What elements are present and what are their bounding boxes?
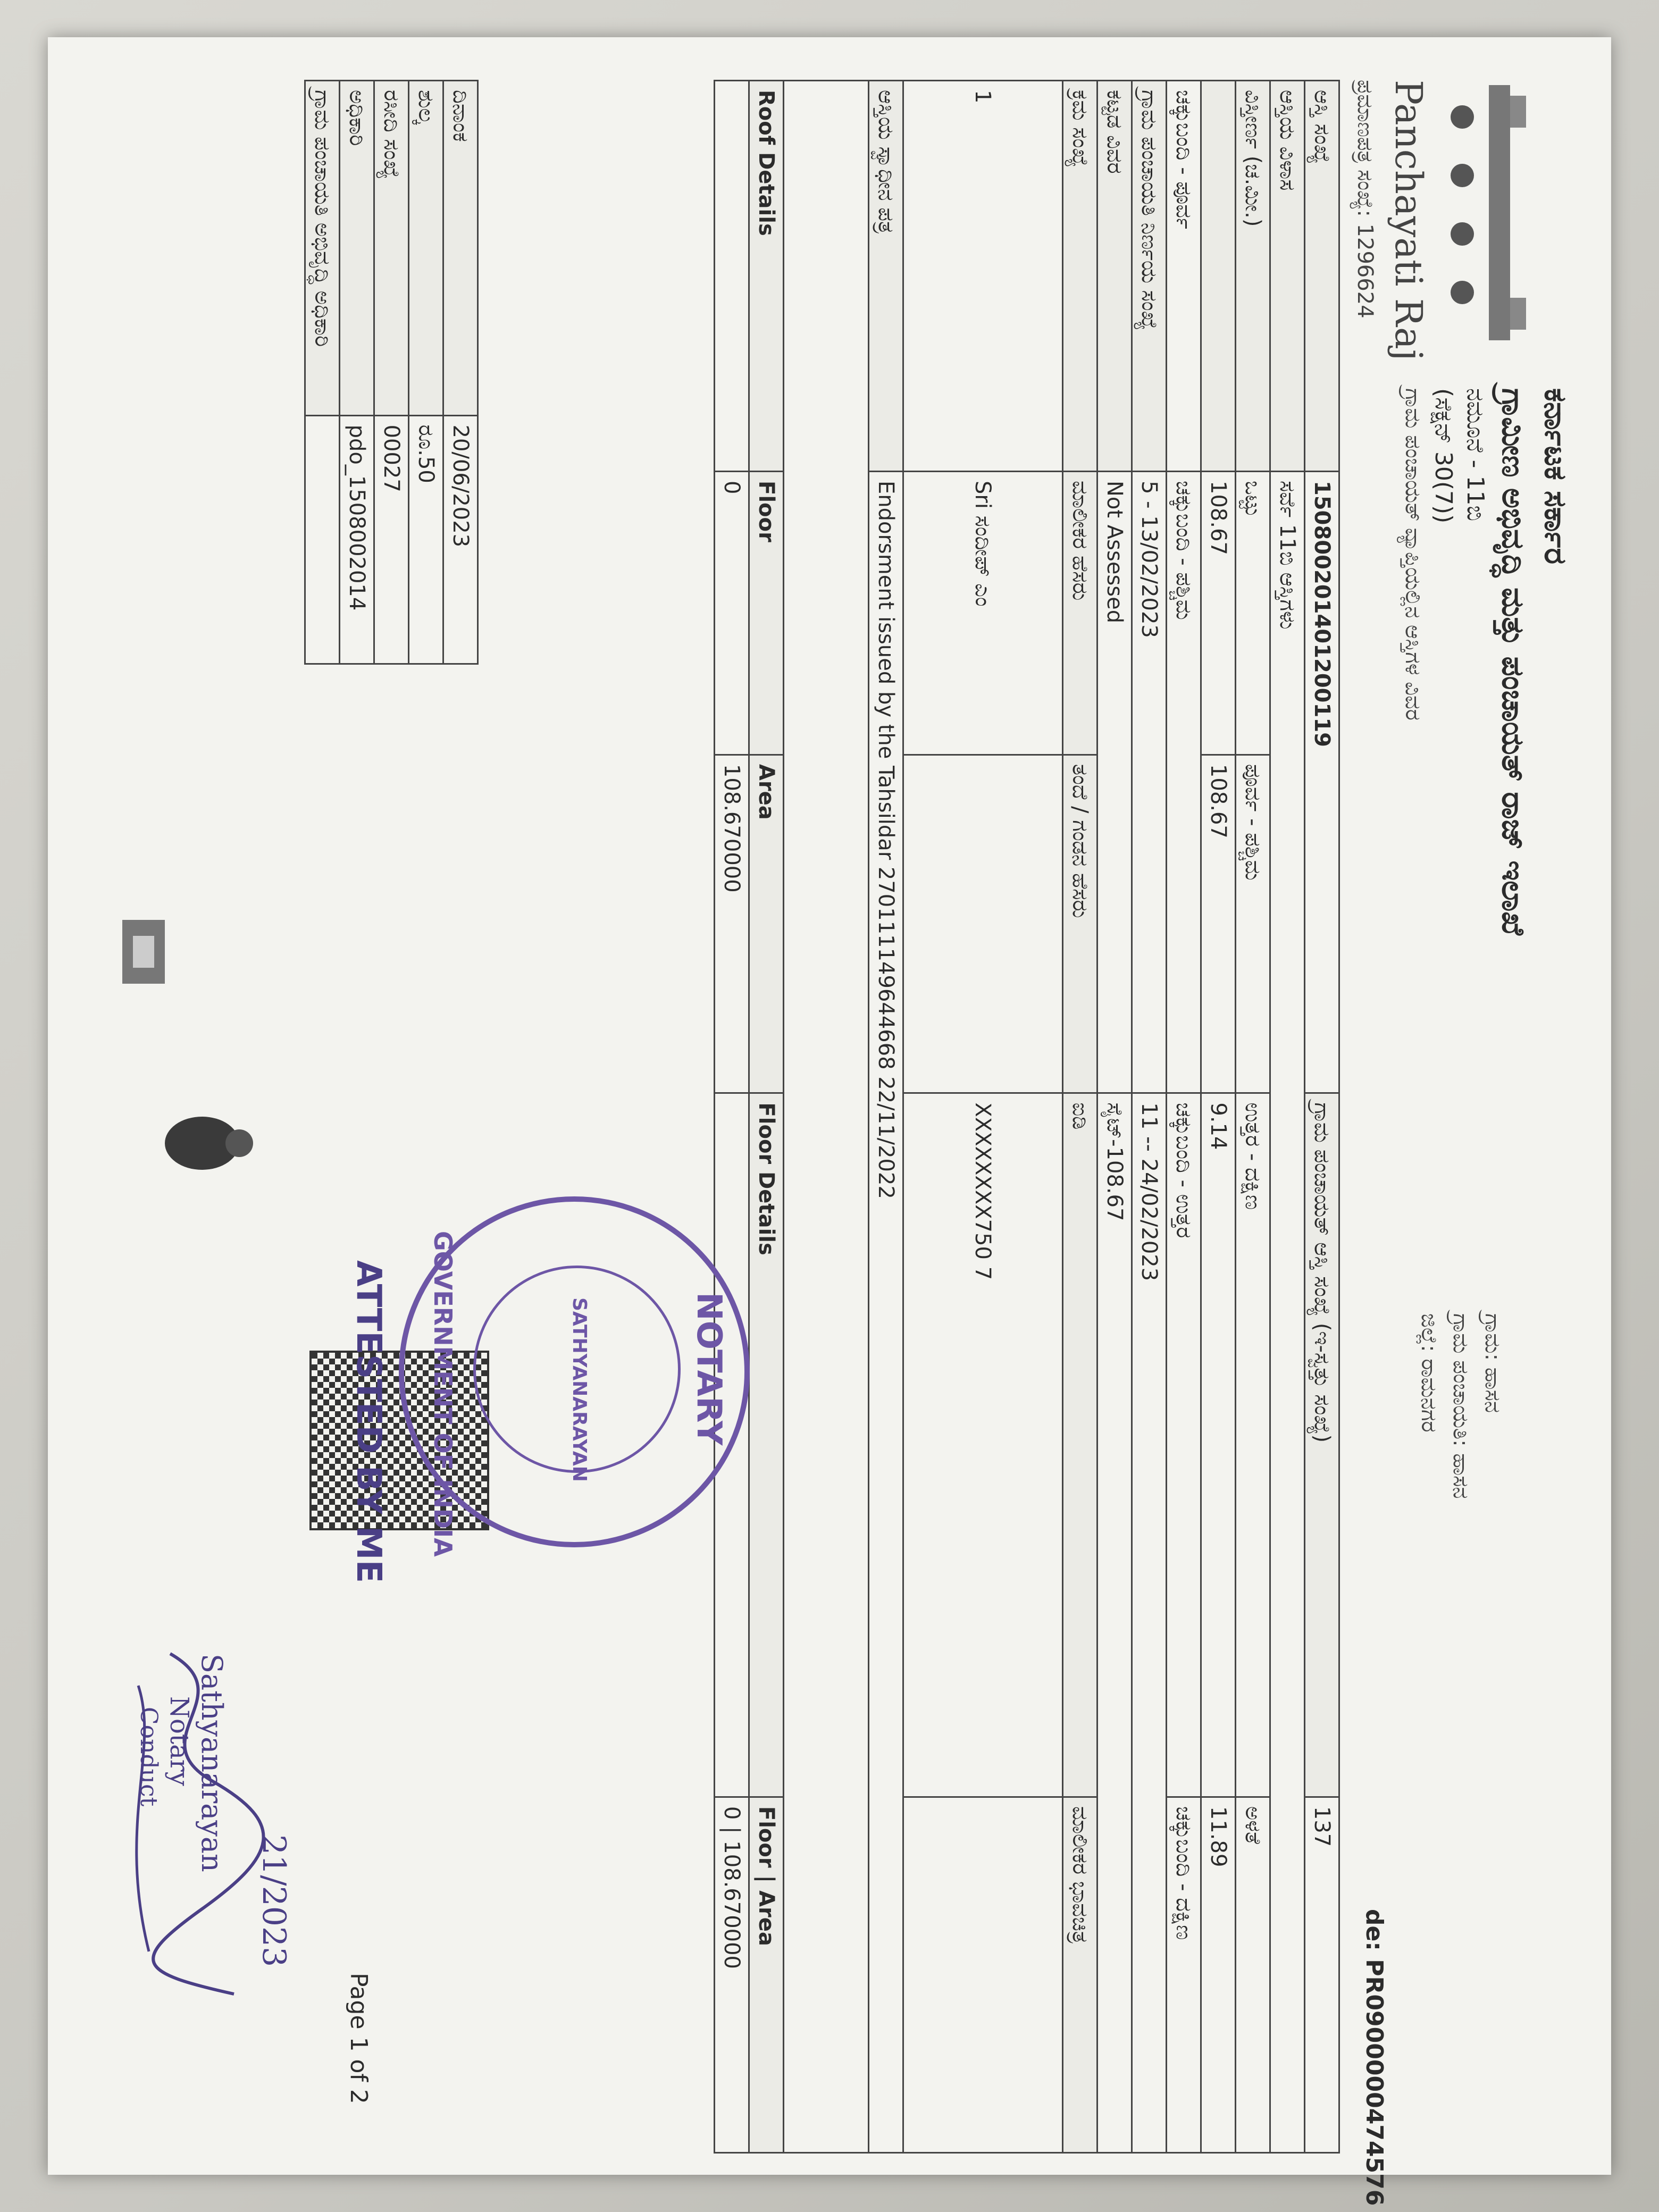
endorsement-label: ಆಸ್ತಿಯ ಸ್ವಾಧೀನ ಪತ್ರ: [869, 81, 903, 472]
measure-value-3: 11.89: [1201, 1797, 1236, 2152]
measure-value-2: 9.14: [1201, 1093, 1236, 1797]
fee-value: ರೂ.50: [409, 415, 443, 664]
owner-header-2: ತಂದೆ / ಗಂಡನ ಹೆಸರು: [1063, 755, 1097, 1093]
seal-notary-text: NOTARY: [689, 1292, 728, 1446]
notary-signature: [85, 1632, 308, 2005]
owner-header-4: ಮಾಲೀಕರ ಭಾವಚಿತ್ರ: [1063, 1797, 1097, 2152]
area-header-1: Area: [749, 755, 784, 1093]
signature-role: Notary: [164, 1696, 194, 1786]
not-assessed: Not Assessed: [1097, 472, 1132, 1093]
form-number: ನಮೂನೆ - 11ಬಿ: [1462, 388, 1489, 522]
measure-label-1: ಪೂರ್ವ - ಪಶ್ಚಿಮ: [1236, 755, 1270, 1093]
area-label: ವಿಸ್ತೀರ್ಣ (ಚ.ಮೀ.): [1236, 81, 1270, 472]
boundary-label-1: ಚಕ್ಕುಬಂದಿ - ಪಶ್ಚಿಮ: [1167, 472, 1201, 1093]
building-label: ಕಟ್ಟಡ ವಿವರ: [1097, 81, 1132, 472]
document-subtitle: ಗ್ರಾಮ ಪಂಚಾಯತ್ ವ್ಯಾಪ್ತಿಯಲ್ಲಿನ ಆಸ್ತಿಗಳ ವಿವರ: [1401, 388, 1425, 720]
owner-header-0: ಕ್ರಮ ಸಂಖ್ಯೆ: [1063, 81, 1097, 472]
area-header-2: Area: [754, 1890, 778, 1946]
property-id-label: ಗ್ರಾಮ ಪಂಚಾಯತ್ ಆಸ್ತಿ ಸಂಖ್ಯೆ (ಇ-ಸ್ವತ್ತು ಸಂಖ್ಯೆ): [1305, 1093, 1339, 1797]
district-label: ಜಿಲ್ಲೆ: ರಾಮನಗರ: [1417, 1313, 1441, 1432]
property-id-value: 137: [1305, 1797, 1339, 2152]
taluk-label: ಗ್ರಾಮ ಪಂಚಾಯತಿ: ಹಾಸನ: [1448, 1313, 1473, 1499]
seal-name-text: SATHYANARAYAN: [568, 1297, 590, 1482]
area-value-2: 108.670000: [719, 1840, 744, 1970]
owner-aadhaar: XXXXXXXX750 7: [903, 1093, 1063, 1797]
government-logo: [1436, 80, 1569, 346]
floor-details-header: Floor Details: [749, 1093, 784, 1797]
owner-header-3: ಐಡಿ: [1063, 1093, 1097, 1797]
floor-header-2: Floor: [754, 1806, 778, 1868]
property-no-label: ಆಸ್ತಿ ಸಂಖ್ಯೆ: [1305, 81, 1339, 472]
department-title: ಗ್ರಾಮೀಣ ಅಭಿವೃದ್ಧಿ ಮತ್ತು ಪಂಚಾಯತ್ ರಾಜ್ ಇಲಾಖೆ: [1495, 388, 1531, 935]
floor-value-2: 0: [719, 1806, 744, 1820]
document-code: de: PR0900000474576: [1361, 1909, 1388, 2206]
page-number: Page 1 of 2: [345, 1973, 372, 2104]
seal-government-text: GOVERNMENT OF INDIA: [429, 1231, 457, 1557]
boundary-label-2: ಚಕ್ಕುಬಂದಿ - ಉತ್ತರ: [1167, 1093, 1201, 1797]
measure-label-3: ಅಳತೆ: [1236, 1797, 1270, 2152]
certificate-serial: ಪ್ರಮಾಣಪತ್ರ ಸಂಖ್ಯೆ: 1296624: [1353, 80, 1377, 319]
measure-value-0: 108.67: [1201, 472, 1236, 755]
issue-date: 20/06/2023: [443, 415, 478, 664]
resolution-label: ಗ್ರಾಮ ಪಂಚಾಯತಿ ನಿರ್ಣಯ ಸಂಖ್ಯೆ: [1132, 81, 1167, 472]
boundary-label-0: ಚಕ್ಕುಬಂದಿ - ಪೂರ್ವ: [1167, 81, 1201, 472]
owner-name: Sri ಸಂದೀಪ್ ಎಂ: [903, 472, 1063, 755]
signature-date: 21/2023: [255, 1834, 292, 1967]
owner-serial: 1: [903, 81, 1063, 472]
officer-label: ಅಧಿಕಾರಿ: [340, 81, 374, 416]
owner-photo: [160, 1079, 261, 1207]
section-number: (ಸೆಕ್ಷನ್ 30(7)): [1430, 388, 1457, 524]
signed-by-label: ಗ್ರಾಮ ಪಂಚಾಯತಿ ಅಭಿವೃದ್ಧಿ ಅಧಿಕಾರಿ: [305, 81, 340, 416]
site-area: ಸೈಟ್-108.67: [1097, 1093, 1132, 2153]
boundary-label-3: ಚಕ್ಕುಬಂದಿ - ದಕ್ಷಿಣ: [1167, 1797, 1201, 2152]
resolution-1: 5 - 13/02/2023: [1132, 472, 1167, 1093]
attested-stamp: ATTESTED BY ME: [349, 1260, 388, 1583]
signature-name: Sathyanarayan: [195, 1654, 229, 1872]
resolution-2: 11 -- 24/02/2023: [1132, 1093, 1167, 2153]
fee-label: ಶುಲ್ಕ: [409, 81, 443, 416]
measure-value-1: 108.67: [1201, 755, 1236, 1093]
receipt-value: 00027: [374, 415, 409, 664]
issue-info-table: [304, 80, 479, 665]
receipt-label: ರಸೀದಿ ಸಂಖ್ಯೆ: [374, 81, 409, 416]
document-page: [48, 37, 1611, 2206]
issue-date-label: ದಿನಾಂಕ: [443, 81, 478, 416]
floor-area-header-2: Floor | Area: [749, 1797, 784, 2152]
floor-header-1: Floor: [749, 472, 784, 755]
floor-area-value-2: 0 | 108.670000: [715, 1797, 749, 2152]
panchayati-raj-text: Panchayati Raj: [1387, 80, 1430, 361]
property-table: [714, 80, 1340, 2154]
floor-value-1: 0: [715, 472, 749, 755]
signature-line: Conduct: [135, 1707, 162, 1807]
owner-header-1: ಮಾಲೀಕರ ಹೆಸರು: [1063, 472, 1097, 755]
property-no-value: 150800201401200119: [1305, 472, 1339, 1093]
survey-label: ಸರ್ವೆ 11ಬಿ ಆಸ್ತಿಗಳು: [1270, 472, 1305, 2153]
area-value-1: 108.670000: [715, 755, 749, 1093]
endorsement-text: Endorsment issued by the Tahsildar 270111149644668 22/11/2022: [869, 472, 903, 2153]
measure-label-0: ಒಟ್ಟು: [1236, 472, 1270, 755]
roof-details-header: Roof Details: [749, 81, 784, 472]
emblem-icon: [112, 909, 175, 994]
header-top: ಕರ್ನಾಟಕ ಸರ್ಕಾರ: [1538, 388, 1574, 565]
village-label: ಗ್ರಾಮ: ಹಾಸನ: [1480, 1313, 1505, 1413]
property-address-label: ಆಸ್ತಿಯ ವಿಳಾಸ: [1270, 81, 1305, 472]
notary-seal: [399, 1196, 750, 1557]
measure-label-2: ಉತ್ತರ - ದಕ್ಷಿಣ: [1236, 1093, 1270, 1797]
officer-value: pdo_1508002014: [340, 415, 374, 664]
